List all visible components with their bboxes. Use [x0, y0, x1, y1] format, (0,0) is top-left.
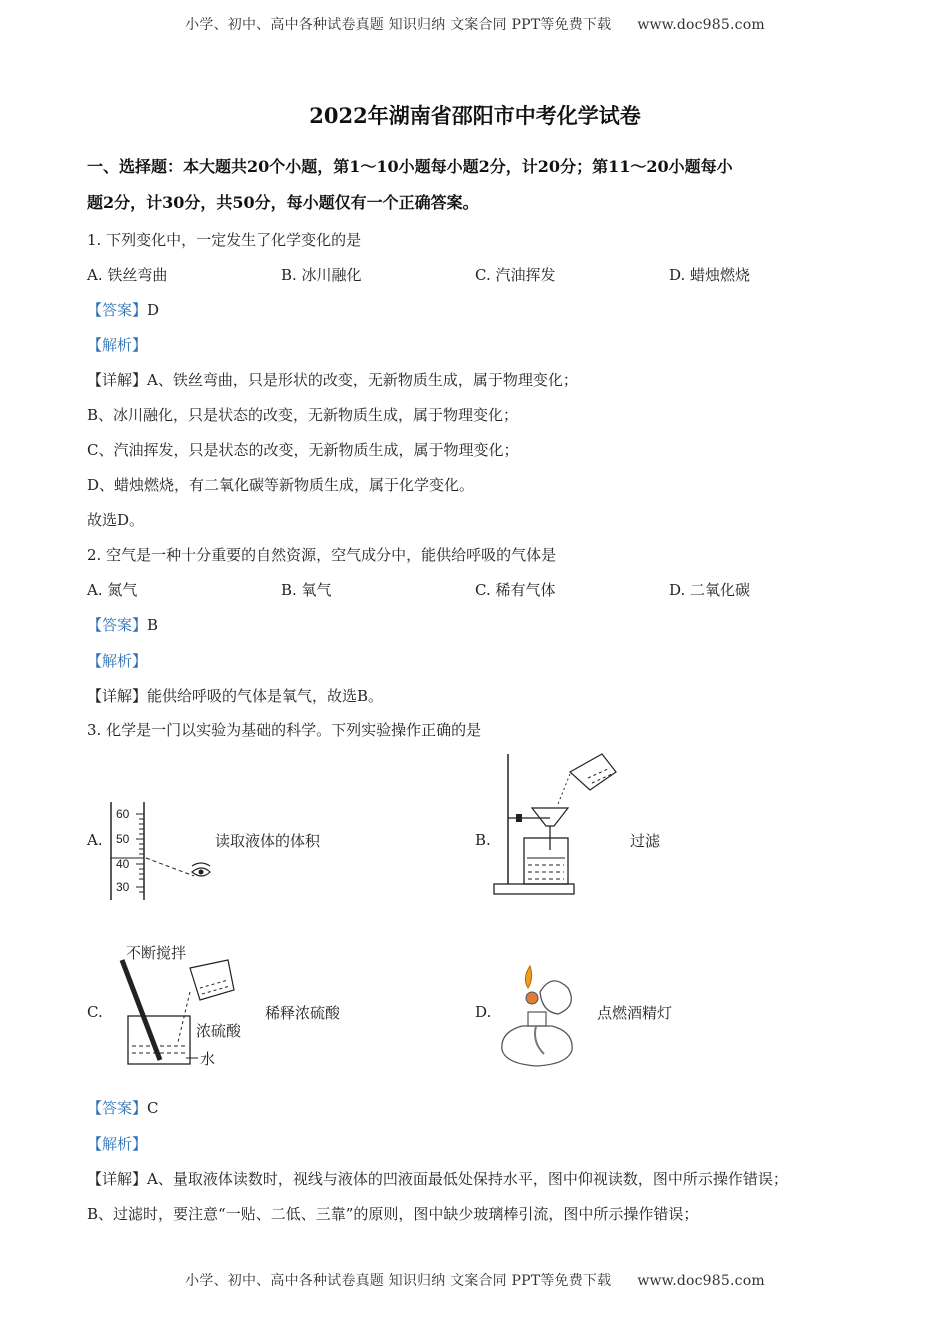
detail-tag: 【详解】 [87, 371, 148, 389]
q3-option-d-letter: D. [475, 1003, 492, 1021]
q3-detail-line [87, 1169, 788, 1189]
analysis-tag: 【解析】 [87, 1135, 148, 1153]
q1-analysis [87, 335, 147, 355]
q2-analysis [87, 651, 147, 671]
q3-stem: 3. 化学是一门以实验为基础的科学。下列实验操作正确的是 [87, 721, 482, 739]
q1-answer-value: D [147, 301, 160, 319]
acid-beaker-icon [190, 960, 234, 1000]
q3-option-b-caption: 过滤 [630, 832, 661, 850]
analysis-tag: 【解析】 [87, 652, 148, 670]
analysis-tag: 【解析】 [87, 336, 148, 354]
page-title: 2022年湖南省邵阳市中考化学试卷 [309, 103, 641, 128]
q2-detail-text: 能供给呼吸的气体是氧气，故选B。 [147, 687, 384, 705]
cylinder-tick-30: 30 [116, 880, 130, 894]
q1-detail-b: B、冰川融化，只是状态的改变，无新物质生成，属于物理变化； [87, 406, 519, 424]
footer-text: 小学、初中、高中各种试卷真题 知识归纳 文案合同 PPT等免费下载 [185, 1273, 612, 1289]
stir-label: 不断搅拌 [126, 945, 187, 962]
q3-option-a-letter: A. [87, 831, 103, 849]
alcohol-lamp-figure [492, 962, 592, 1072]
q3-detail-a: A、量取液体读数时，视线与液体的凹液面最低处保持水平，图中仰视读数，图中所示操作错误； [147, 1170, 788, 1188]
q3-option-c-caption: 稀释浓硫酸 [265, 1004, 341, 1022]
q2-option-d: D. 二氧化碳 [669, 581, 751, 599]
section-heading-line-2: 题2分，计30分，共50分，每小题仅有一个正确答案。 [87, 193, 479, 212]
q1-option-b: B. 冰川融化 [281, 266, 362, 284]
detail-tag: 【详解】 [87, 1170, 148, 1188]
water-label: 水 [200, 1051, 216, 1068]
answer-tag: 【答案】 [87, 301, 148, 319]
graduated-cylinder-figure [106, 800, 226, 904]
sulfuric-acid-dilution-figure [108, 938, 258, 1070]
q2-option-c: C. 稀有气体 [475, 581, 556, 599]
cylinder-tick-40: 40 [116, 857, 130, 871]
acid-label: 浓硫酸 [196, 1023, 242, 1040]
page-header [0, 14, 950, 34]
section-heading-line-1: 一、选择题：本大题共20个小题，第1～10小题每小题2分，计20分；第11～20小题每小 [87, 157, 733, 176]
cylinder-tick-60: 60 [116, 807, 130, 821]
q1-option-a: A. 铁丝弯曲 [87, 266, 168, 284]
q1-detail-c: C、汽油挥发，只是状态的改变，无新物质生成，属于物理变化； [87, 441, 519, 459]
tilted-lamp-icon [540, 981, 571, 1014]
q3-option-b-letter: B. [475, 831, 491, 849]
answer-tag: 【答案】 [87, 616, 148, 634]
q1-option-d: D. 蜡烛燃烧 [669, 266, 751, 284]
pouring-beaker-icon [570, 754, 616, 790]
q3-detail-b: B、过滤时，要注意“一贴、二低、三靠”的原则，图中缺少玻璃棒引流，图中所示操作错误； [87, 1205, 699, 1223]
q3-option-a-caption: 读取液体的体积 [215, 832, 321, 850]
header-url[interactable]: www.doc985.com [637, 17, 765, 33]
q3-answer-value: C [147, 1099, 159, 1117]
q2-option-b: B. 氧气 [281, 581, 332, 599]
page-footer [0, 1270, 950, 1290]
q3-analysis [87, 1134, 147, 1154]
q1-stem: 1. 下列变化中，一定发生了化学变化的是 [87, 231, 362, 249]
q1-detail-line [87, 370, 578, 390]
q2-option-a: A. 氮气 [87, 581, 138, 599]
cylinder-tick-50: 50 [116, 832, 130, 846]
q2-detail [87, 686, 383, 706]
q2-answer [87, 615, 158, 635]
flame-icon [525, 966, 531, 988]
q2-stem: 2. 空气是一种十分重要的自然资源，空气成分中，能供给呼吸的气体是 [87, 546, 557, 564]
q2-answer-value: B [147, 616, 159, 634]
q1-option-c: C. 汽油挥发 [475, 266, 556, 284]
detail-tag: 【详解】 [87, 687, 148, 705]
header-text: 小学、初中、高中各种试卷真题 知识归纳 文案合同 PPT等免费下载 [185, 17, 612, 33]
q3-answer [87, 1098, 159, 1118]
filtration-apparatus-figure [492, 750, 622, 898]
q3-option-d-caption: 点燃酒精灯 [597, 1004, 673, 1022]
q1-answer [87, 300, 159, 320]
answer-tag: 【答案】 [87, 1099, 148, 1117]
q3-option-c-letter: C. [87, 1003, 103, 1021]
q1-conclusion: 故选D。 [87, 511, 145, 529]
q1-detail-a: A、铁丝弯曲，只是形状的改变，无新物质生成，属于物理变化； [147, 371, 578, 389]
q1-detail-d: D、蜡烛燃烧，有二氧化碳等新物质生成，属于化学变化。 [87, 476, 475, 494]
footer-url[interactable]: www.doc985.com [637, 1273, 765, 1289]
